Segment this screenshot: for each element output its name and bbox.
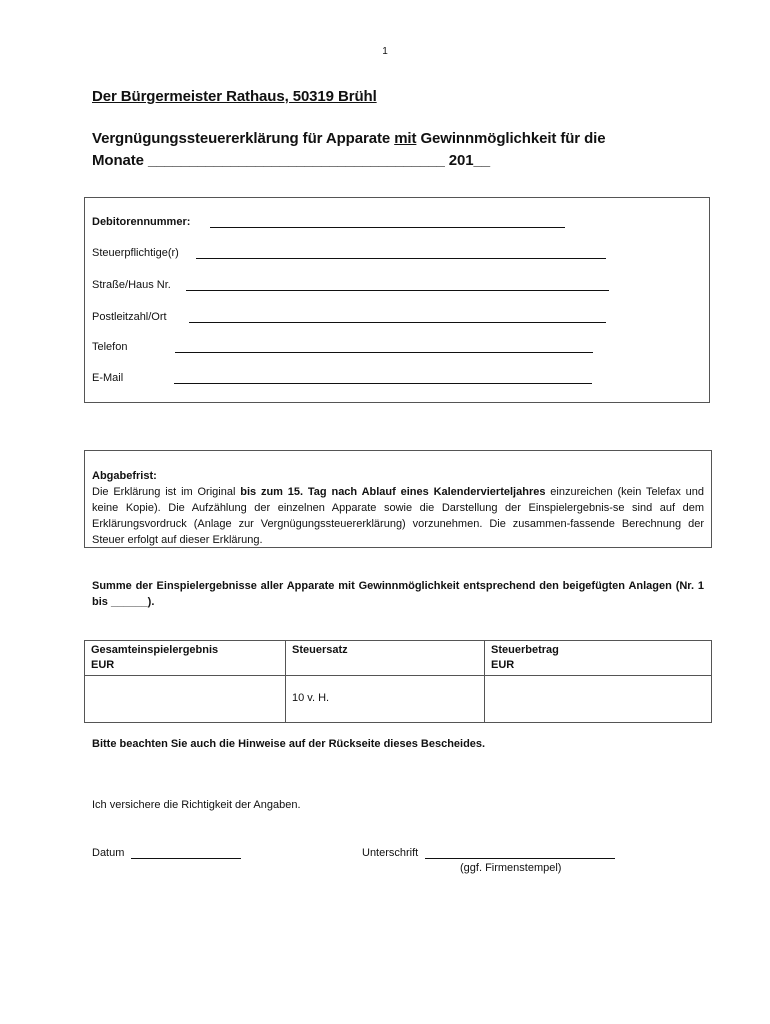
header-total-result: [85, 641, 286, 676]
form-title-months-line: Monate ____________________________________ 201__: [92, 152, 490, 169]
assurance-text: Ich versichere die Richtigkeit der Angaben.: [92, 799, 301, 811]
field-street: [92, 279, 171, 291]
tax-table-header-row: [85, 641, 712, 676]
field-email-label: E-Mail: [92, 372, 124, 384]
form-title-part2: Gewinnmöglichkeit für die: [416, 130, 606, 147]
note-text: Bitte beachten Sie auch die Hinweise auf der Rückseite dieses Bescheides.: [92, 738, 486, 750]
date-field: [92, 847, 241, 859]
tax-amount-cell[interactable]: [485, 676, 712, 723]
field-taxpayer: [92, 247, 179, 259]
tax-rate-cell: [286, 676, 485, 723]
header-tax-amount-line2: EUR: [491, 659, 515, 671]
signature-line[interactable]: [425, 858, 615, 859]
tax-table-value-row: [85, 676, 712, 723]
field-phone-line[interactable]: [175, 352, 593, 353]
signature-label: Unterschrift: [362, 847, 419, 859]
field-debitor-line[interactable]: [210, 227, 565, 228]
form-title-mit: mit: [394, 130, 417, 147]
total-result-cell[interactable]: [85, 676, 286, 723]
deadline-title: Abgabefrist:: [92, 470, 157, 482]
field-street-line[interactable]: [186, 290, 609, 291]
deadline-text: [92, 468, 704, 548]
field-debitor-label: Debitorennummer:: [92, 216, 191, 228]
form-title: [92, 128, 692, 172]
date-line[interactable]: [131, 858, 241, 859]
tax-rate-value: 10 v. H.: [292, 692, 330, 704]
header-total-result-line1: Gesamteinspielergebnis: [91, 644, 219, 656]
header-tax-rate: [286, 641, 485, 676]
field-postal-line[interactable]: [189, 322, 606, 323]
header-tax-amount-line1: Steuerbetrag: [491, 644, 559, 656]
stamp-label: (ggf. Firmenstempel): [460, 862, 562, 874]
field-phone-label: Telefon: [92, 341, 128, 353]
field-email-line[interactable]: [174, 383, 592, 384]
field-postal-label: Postleitzahl/Ort: [92, 311, 167, 323]
deadline-text-before: Die Erklärung ist im Original: [92, 486, 241, 498]
field-debitor: [92, 216, 190, 228]
header-tax-rate-line1: Steuersatz: [292, 644, 348, 656]
signature-field: [362, 847, 615, 859]
field-street-label: Straße/Haus Nr.: [92, 279, 171, 291]
field-phone: [92, 341, 127, 353]
deadline-text-bold: bis zum 15. Tag nach Ablauf eines Kalendervierteljahres: [240, 486, 546, 498]
field-email: [92, 372, 123, 384]
tax-table: [84, 640, 712, 723]
page-number: 1: [382, 46, 388, 57]
field-postal: [92, 311, 167, 323]
deadline-text-after: einzureichen (kein Telefax und keine Kopie). Die Aufzählung der einzelnen Apparate sowie die Darstellung der Einspielergebnis-se sind auf dem Erklärungsvordruck (Anlage zur Vergnügungssteuererklärung) vorzunehmen. Die zusammen-fassende Berechnung der Steuer erfolgt auf dieser Erklärung.: [92, 486, 705, 546]
date-label: Datum: [92, 847, 125, 859]
field-taxpayer-label: Steuerpflichtige(r): [92, 247, 179, 259]
header-tax-amount: [485, 641, 712, 676]
summary-text: Summe der Einspielergebnisse aller Apparate mit Gewinnmöglichkeit entsprechend den beigefügten Anlagen (Nr. 1 bis ______).: [92, 580, 704, 608]
field-taxpayer-line[interactable]: [196, 258, 606, 259]
authority-heading: Der Bürgermeister Rathaus, 50319 Brühl: [92, 88, 377, 105]
header-total-result-line2: EUR: [91, 659, 115, 671]
form-title-part1: Vergnügungssteuererklärung für Apparate: [92, 130, 395, 147]
